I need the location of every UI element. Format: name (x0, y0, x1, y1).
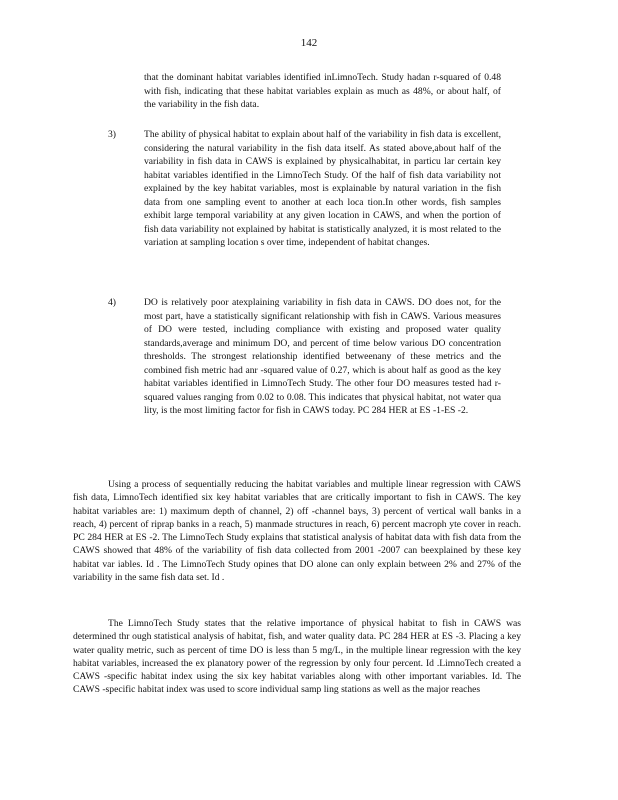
list-item-number: 3) (108, 129, 116, 140)
continuation-paragraph: that the dominant habitat variables identified inLimnoTech. Study hadan r-squared of 0.48 with fish, indicating that these habitat variables explain as much as 48%, or about half, of the variability in the fish data. (144, 72, 501, 110)
list-item-number: 4) (108, 297, 116, 308)
list-item-text: DO is relatively poor atexplaining variability in fish data in CAWS. DO does not, for the most part, have a statistically significant relationship with fish in CAWS. Various measures of DO were tested, including compliance with existing and proposed water quality standards,average and minimum DO, and percent of time below various DO concentration thresholds. The strongest relationship identified betweenany of these metrics and the combined fish metric had anr -squared value of 0.27, which is about half as good as the key habitat variables identified in LimnoTech Study. The other four DO measures tested had r-squared values ranging from 0.02 to 0.08. This indicates that physical habitat, not water qua lity, is the most limiting factor for fish in CAWS today. PC 284 HER at ES -1-ES -2. (144, 297, 501, 416)
body-paragraph: The LimnoTech Study states that the relative importance of physical habitat to fish in CAWS was determined thr ough statistical analysis of habitat, fish, and water quality data. PC 284 HER at ES -3. Placing a key water quality metric, such as percent of time DO is less than 5 mg/L, in the multiple linear regression with the key habitat variables, increased the ex planatory power of the regression by only four percent. Id .LimnoTech created a CAWS -specific habitat index using the six key habitat variables along with other important variables. Id. The CAWS -specific habitat index was used to score individual samp ling stations as well as the major reaches (73, 618, 521, 696)
page-number: 142 (300, 37, 318, 49)
list-item-text: The ability of physical habitat to explain about half of the variability in fish data is excellent, considering the natural variability in the fish data itself. As stated above,about half of the variability in fish data in CAWS is explained by physicalhabitat, in particu lar certain key habitat variables identified in the LimnoTech Study. Of the half of fish data variability not explained by the key habitat variables, most is explainable by natural variation in the fish data from one sampling event to another at each loca tion.In other words, fish samples exhibit large temporal variability at any given location in CAWS, and when the portion of fish data variability not explained by habitat is statistically analyzed, it is most related to the variation at sampling location s over time, independent of habitat changes. (144, 129, 501, 248)
body-paragraph: Using a process of sequentially reducing the habitat variables and multiple linear regression with CAWS fish data, LimnoTech identified six key habitat variables that are critically important to fish in CAWS. The key habitat variables are: 1) maximum depth of channel, 2) off -channel bays, 3) percent of vertical wall banks in a reach, 4) percent of riprap banks in a reach, 5) manmade structures in reach, 6) percent macroph yte cover in reach. PC 284 HER at ES -2. The LimnoTech Study explains that statistical analysis of habitat data with fish data from the CAWS showed that 48% of the variability of fish data collected from 2001 -2007 can beexplained by these key habitat var iables. Id . The LimnoTech Study opines that DO alone can only explain between 2% and 27% of the variability in the same fish data set. Id . (73, 479, 521, 584)
